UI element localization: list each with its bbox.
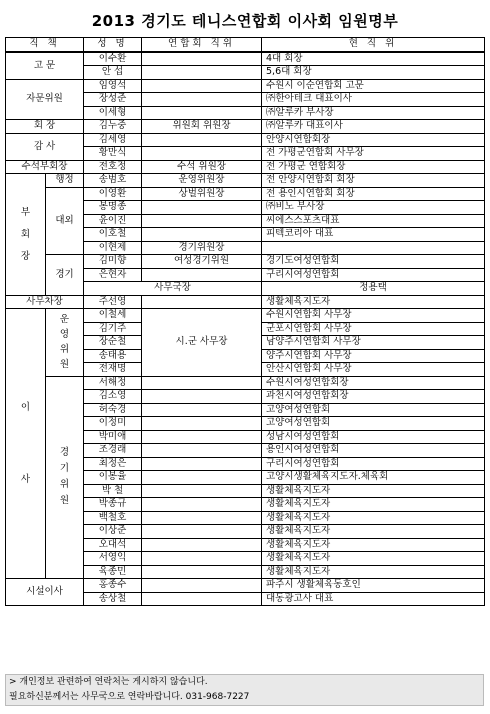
role-cell: 부 회 장: [6, 174, 46, 296]
assoc-cell: 운영위원장: [142, 174, 262, 188]
current-cell: 고양여성연합회: [262, 403, 485, 417]
name-cell: 윤이진: [84, 214, 142, 228]
assoc-cell: [142, 403, 262, 417]
current-cell: 씨에스스포츠대표: [262, 214, 485, 228]
assoc-cell: [142, 444, 262, 458]
role-cell: 자문위원: [6, 79, 84, 120]
table-row: [6, 255, 485, 269]
assoc-cell: [142, 417, 262, 431]
table-row: [6, 160, 485, 174]
current-cell: 수원시연합회 사무장: [262, 309, 485, 323]
name-cell: 이정미: [84, 417, 142, 431]
name-cell: 안 섭: [84, 66, 142, 80]
role-cell: 고 문: [6, 52, 84, 80]
name-cell: 오대석: [84, 538, 142, 552]
assoc-cell: [142, 525, 262, 539]
current-cell: ㈜알루카 대표이사: [262, 120, 485, 134]
name-cell: 장성준: [84, 93, 142, 107]
role-cell: 수석부회장: [6, 160, 84, 174]
name-cell: 이세형: [84, 106, 142, 120]
header-position: 직 책: [6, 38, 84, 52]
current-cell: 경기도여성연합회: [262, 255, 485, 269]
table-row: [6, 295, 485, 309]
subrole-cell: 경기: [46, 255, 84, 296]
role-cell: 감 사: [6, 133, 84, 160]
assoc-cell: [142, 565, 262, 579]
current-cell: 파주시 생활체육동호인: [262, 579, 485, 593]
role-cell: 시설이사: [6, 579, 84, 606]
subrole-cell: 행정: [46, 174, 84, 188]
name-cell: 이봉율: [84, 471, 142, 485]
name-cell: 전호정: [84, 160, 142, 174]
header-name: 성 명: [84, 38, 142, 52]
current-cell: 생활체육지도자: [262, 511, 485, 525]
assoc-cell: [142, 93, 262, 107]
current-cell: 용인시여성연합회: [262, 444, 485, 458]
current-cell: 수원시여성연합회장: [262, 376, 485, 390]
assoc-cell: [142, 430, 262, 444]
current-cell: 생활체육지도자: [262, 565, 485, 579]
assoc-cell: 수석 위원장: [142, 160, 262, 174]
current-cell: 전 용인시연합회 회장: [262, 187, 485, 201]
assoc-cell: [142, 390, 262, 404]
name-cell: 서해정: [84, 376, 142, 390]
table-row: [6, 376, 485, 390]
assoc-cell: [142, 201, 262, 215]
header-assoc-position: 연합회 직위: [142, 38, 262, 52]
name-cell: 조경래: [84, 444, 142, 458]
assoc-cell: [142, 552, 262, 566]
role-cell: 이 사: [6, 309, 46, 579]
name-cell: 송상철: [84, 592, 142, 606]
current-cell: 전 안양시연합회 회장: [262, 174, 485, 188]
current-cell: 고양시생활체육지도자.체육회: [262, 471, 485, 485]
current-cell: 고양여성연합회: [262, 417, 485, 431]
table-row: [6, 174, 485, 188]
header-row: [6, 38, 485, 52]
current-cell: 대동광고사 대표: [262, 592, 485, 606]
assoc-cell: [142, 228, 262, 242]
table-row: [6, 579, 485, 593]
table-row: [6, 120, 485, 134]
name-cell: 임영석: [84, 79, 142, 93]
current-cell: 안산시연합회 사무장: [262, 363, 485, 377]
footer-line-contact: 필요하신분께서는 사무국으로 연락바랍니다. 031-968-7227: [9, 692, 250, 702]
name-cell: 봉명종: [84, 201, 142, 215]
current-cell: ㈜한아테크 대표이사: [262, 93, 485, 107]
current-cell: 생활체육지도자: [262, 552, 485, 566]
name-cell: 이영환: [84, 187, 142, 201]
header-current-position: 현 직 위: [262, 38, 485, 52]
current-cell: 성남시여성연합회: [262, 430, 485, 444]
assoc-cell: [142, 538, 262, 552]
current-cell: 생활체육지도자: [262, 498, 485, 512]
role-cell: 사무국장: [84, 282, 262, 296]
current-cell: ㈜알루카 부사장: [262, 106, 485, 120]
name-cell: 정용택: [262, 282, 485, 296]
assoc-cell: [142, 66, 262, 80]
current-cell: 생활체육지도자: [262, 525, 485, 539]
name-cell: 김미향: [84, 255, 142, 269]
name-cell: 이수환: [84, 52, 142, 66]
name-cell: 김누중: [84, 120, 142, 134]
current-cell: 군포시연합회 사무장: [262, 322, 485, 336]
current-cell: 전 가평군연합회 사무장: [262, 147, 485, 161]
assoc-cell: [142, 484, 262, 498]
assoc-cell: [142, 147, 262, 161]
current-cell: 5,6대 회장: [262, 66, 485, 80]
assoc-cell: [142, 457, 262, 471]
role-cell: 사무차장: [6, 295, 84, 309]
assoc-cell: [142, 106, 262, 120]
name-cell: 허숙경: [84, 403, 142, 417]
name-cell: 서영익: [84, 552, 142, 566]
assoc-cell: [142, 376, 262, 390]
subrole-cell: 운 영 위 원: [46, 309, 84, 377]
assoc-cell: [142, 498, 262, 512]
name-cell: 박종규: [84, 498, 142, 512]
assoc-cell: 위원회 위원장: [142, 120, 262, 134]
current-cell: 전 가평군 연합회장: [262, 160, 485, 174]
subrole-cell: 대외: [46, 187, 84, 255]
assoc-cell: 여성경기위원: [142, 255, 262, 269]
table-row: [6, 52, 485, 66]
name-cell: 백철호: [84, 511, 142, 525]
assoc-cell: [142, 471, 262, 485]
assoc-cell: [142, 133, 262, 147]
assoc-cell: [142, 592, 262, 606]
current-cell: 생활체육지도자: [262, 538, 485, 552]
current-cell: 생활체육지도자: [262, 484, 485, 498]
current-cell: 양주시연합회 사무장: [262, 349, 485, 363]
role-cell: 회 장: [6, 120, 84, 134]
assoc-cell: [142, 295, 262, 309]
assoc-cell: [142, 52, 262, 66]
current-cell: [262, 241, 485, 255]
name-cell: 이호철: [84, 228, 142, 242]
name-cell: 김소영: [84, 390, 142, 404]
name-cell: 이현제: [84, 241, 142, 255]
current-cell: 4대 회장: [262, 52, 485, 66]
assoc-cell: 경기위원장: [142, 241, 262, 255]
table-row: [6, 79, 485, 93]
assoc-cell: [142, 268, 262, 282]
name-cell: 이상준: [84, 525, 142, 539]
current-cell: 생활체육지도자: [262, 295, 485, 309]
name-cell: 황만식: [84, 147, 142, 161]
assoc-cell: 상벌위원장: [142, 187, 262, 201]
name-cell: 홍종수: [84, 579, 142, 593]
officer-table: [5, 37, 485, 606]
current-cell: 구리시여성연합회: [262, 457, 485, 471]
current-cell: 구리시여성연합회: [262, 268, 485, 282]
name-cell: 주선영: [84, 295, 142, 309]
name-cell: 장순철: [84, 336, 142, 350]
assoc-cell: 시.군 사무장: [142, 309, 262, 377]
footer-note: [5, 674, 484, 706]
current-cell: 과천시여성연합회장: [262, 390, 485, 404]
assoc-cell: [142, 511, 262, 525]
name-cell: 박미애: [84, 430, 142, 444]
name-cell: 육종민: [84, 565, 142, 579]
table-row: [6, 133, 485, 147]
assoc-cell: [142, 579, 262, 593]
current-cell: 안양시연합회장: [262, 133, 485, 147]
name-cell: 송범호: [84, 174, 142, 188]
name-cell: 전재명: [84, 363, 142, 377]
table-row: [6, 309, 485, 323]
name-cell: 송태용: [84, 349, 142, 363]
name-cell: 박 철: [84, 484, 142, 498]
name-cell: 최정은: [84, 457, 142, 471]
name-cell: 김기주: [84, 322, 142, 336]
name-cell: 김세영: [84, 133, 142, 147]
name-cell: 이철세: [84, 309, 142, 323]
current-cell: 남양주시연합회 사무장: [262, 336, 485, 350]
table-row: [6, 187, 485, 201]
current-cell: ㈜비노 부사장: [262, 201, 485, 215]
footer-line-privacy: > 개인정보 관련하여 연락처는 게시하지 않습니다.: [9, 677, 208, 687]
name-cell: 은현자: [84, 268, 142, 282]
current-cell: 피텍코리아 대표: [262, 228, 485, 242]
assoc-cell: [142, 79, 262, 93]
subrole-cell: 경 기 위 원: [46, 376, 84, 579]
assoc-cell: [142, 214, 262, 228]
page-title: 2013 경기도 테니스연합회 이사회 임원명부: [91, 12, 399, 30]
current-cell: 수원시 이순연합회 고문: [262, 79, 485, 93]
